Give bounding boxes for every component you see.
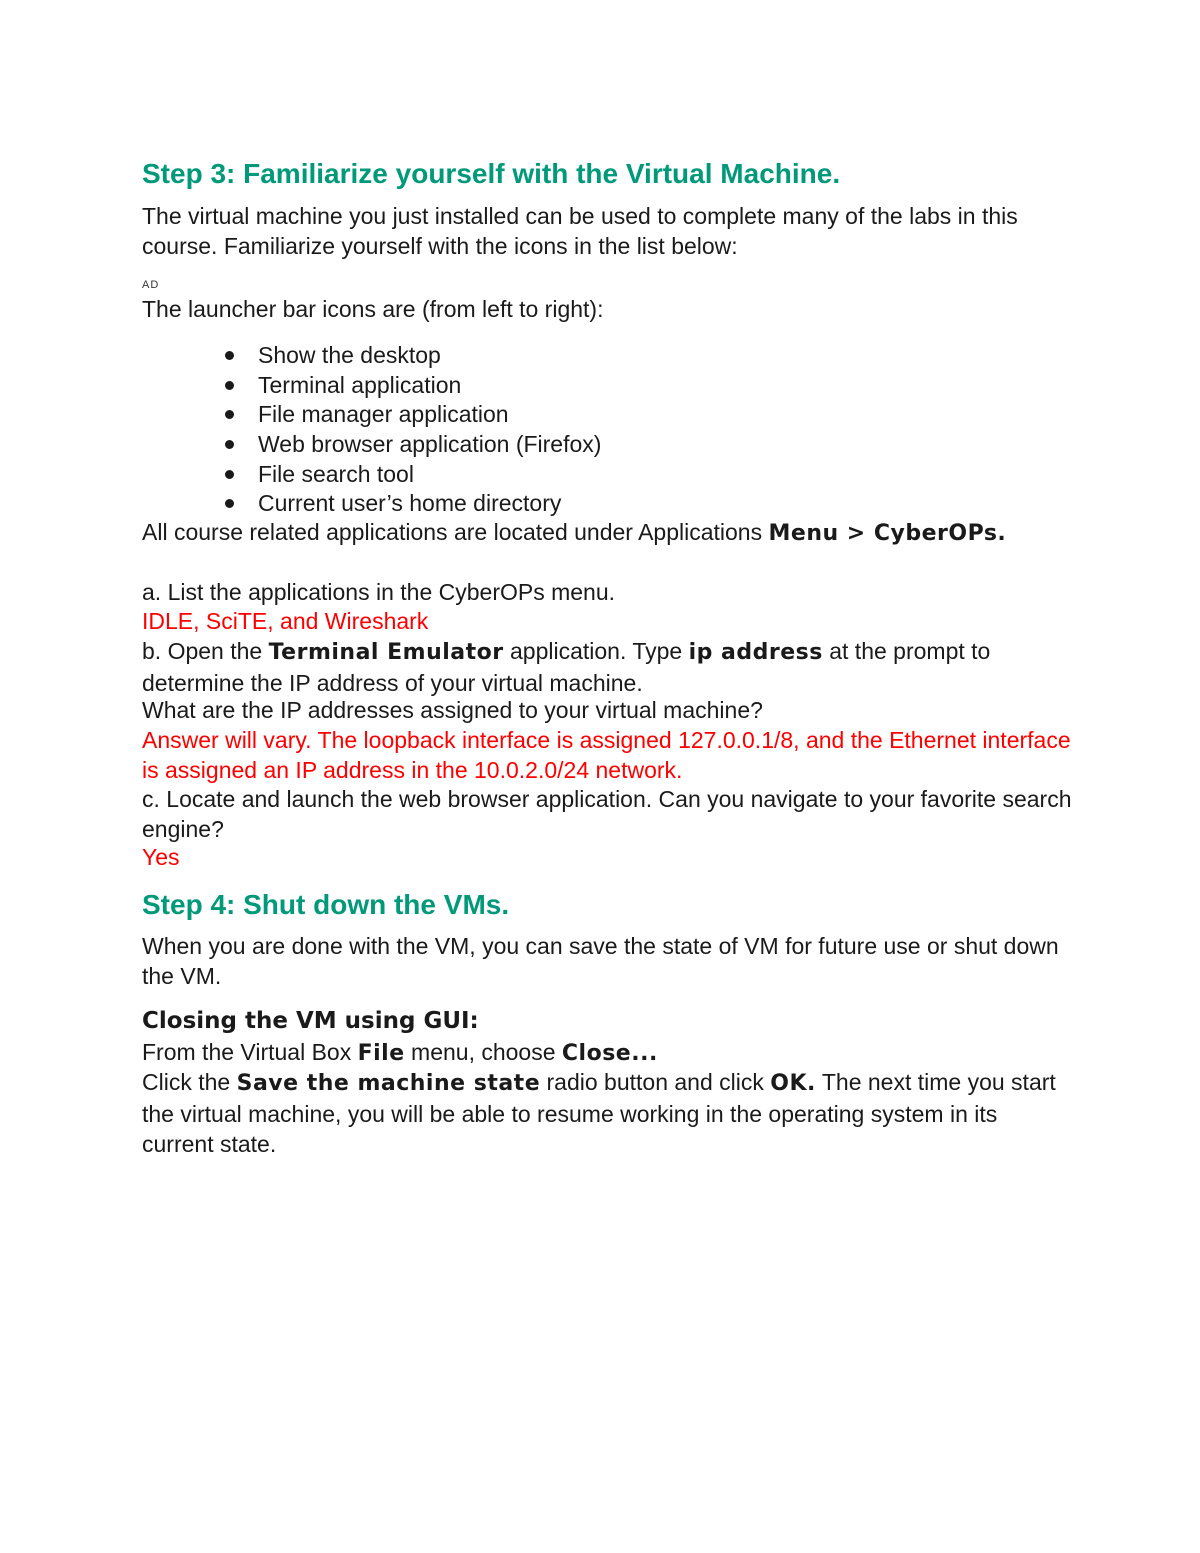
save-state-instruction: Click the Save the machine state radio button and click OK. The next time you start the virtual machine, you will be able to resume working in the operating system in its current state. (142, 1069, 1056, 1157)
list-item: File search tool (142, 459, 601, 489)
step4-intro: When you are done with the VM, you can save the state of VM for future use or shut down the VM. (142, 933, 1059, 989)
list-item: Terminal application (142, 370, 601, 400)
answer-b: Answer will vary. The loopback interface is assigned 127.0.0.1/8, and the Ethernet interface is assigned an IP address in the 10.0.2.0/24 network. (142, 727, 1071, 783)
item-b: b. Open the Terminal Emulator application. Type ip address at the prompt to determine the IP address of your virtual machine. (142, 638, 991, 696)
bullet-icon (225, 440, 234, 449)
bullet-icon (225, 351, 234, 360)
step3-intro: The virtual machine you just installed can be used to complete many of the labs in this course. Familiarize yourself with the icons in the list below: (142, 203, 1018, 259)
answer-c: Yes (142, 844, 180, 870)
launcher-intro: The launcher bar icons are (from left to right): (142, 296, 604, 322)
list-item: Current user’s home directory (142, 488, 601, 518)
bullet-icon (225, 499, 234, 508)
ad-label: AD (142, 279, 160, 291)
answer-a: IDLE, SciTE, and Wireshark (142, 608, 429, 634)
item-c: c. Locate and launch the web browser application. Can you navigate to your favorite search engine? (142, 786, 1072, 842)
step3-heading: Step 3: Familiarize yourself with the Virtual Machine. (142, 158, 841, 189)
bullet-icon (225, 470, 234, 479)
closing-vm-subheading: Closing the VM using GUI: (142, 1008, 479, 1034)
list-item: Show the desktop (142, 340, 601, 370)
list-item: File manager application (142, 399, 601, 429)
from-virtualbox-instruction: From the Virtual Box File menu, choose Close... (142, 1039, 658, 1066)
bullet-icon (225, 381, 234, 390)
course-apps-location: All course related applications are located under Applications Menu > CyberOPs. (142, 519, 1007, 546)
step4-heading: Step 4: Shut down the VMs. (142, 889, 510, 920)
bullet-icon (225, 410, 234, 419)
list-item: Web browser application (Firefox) (142, 429, 601, 459)
item-a: a. List the applications in the CyberOPs menu. (142, 579, 616, 605)
launcher-icon-list (142, 340, 601, 518)
question-b: What are the IP addresses assigned to your virtual machine? (142, 697, 763, 723)
